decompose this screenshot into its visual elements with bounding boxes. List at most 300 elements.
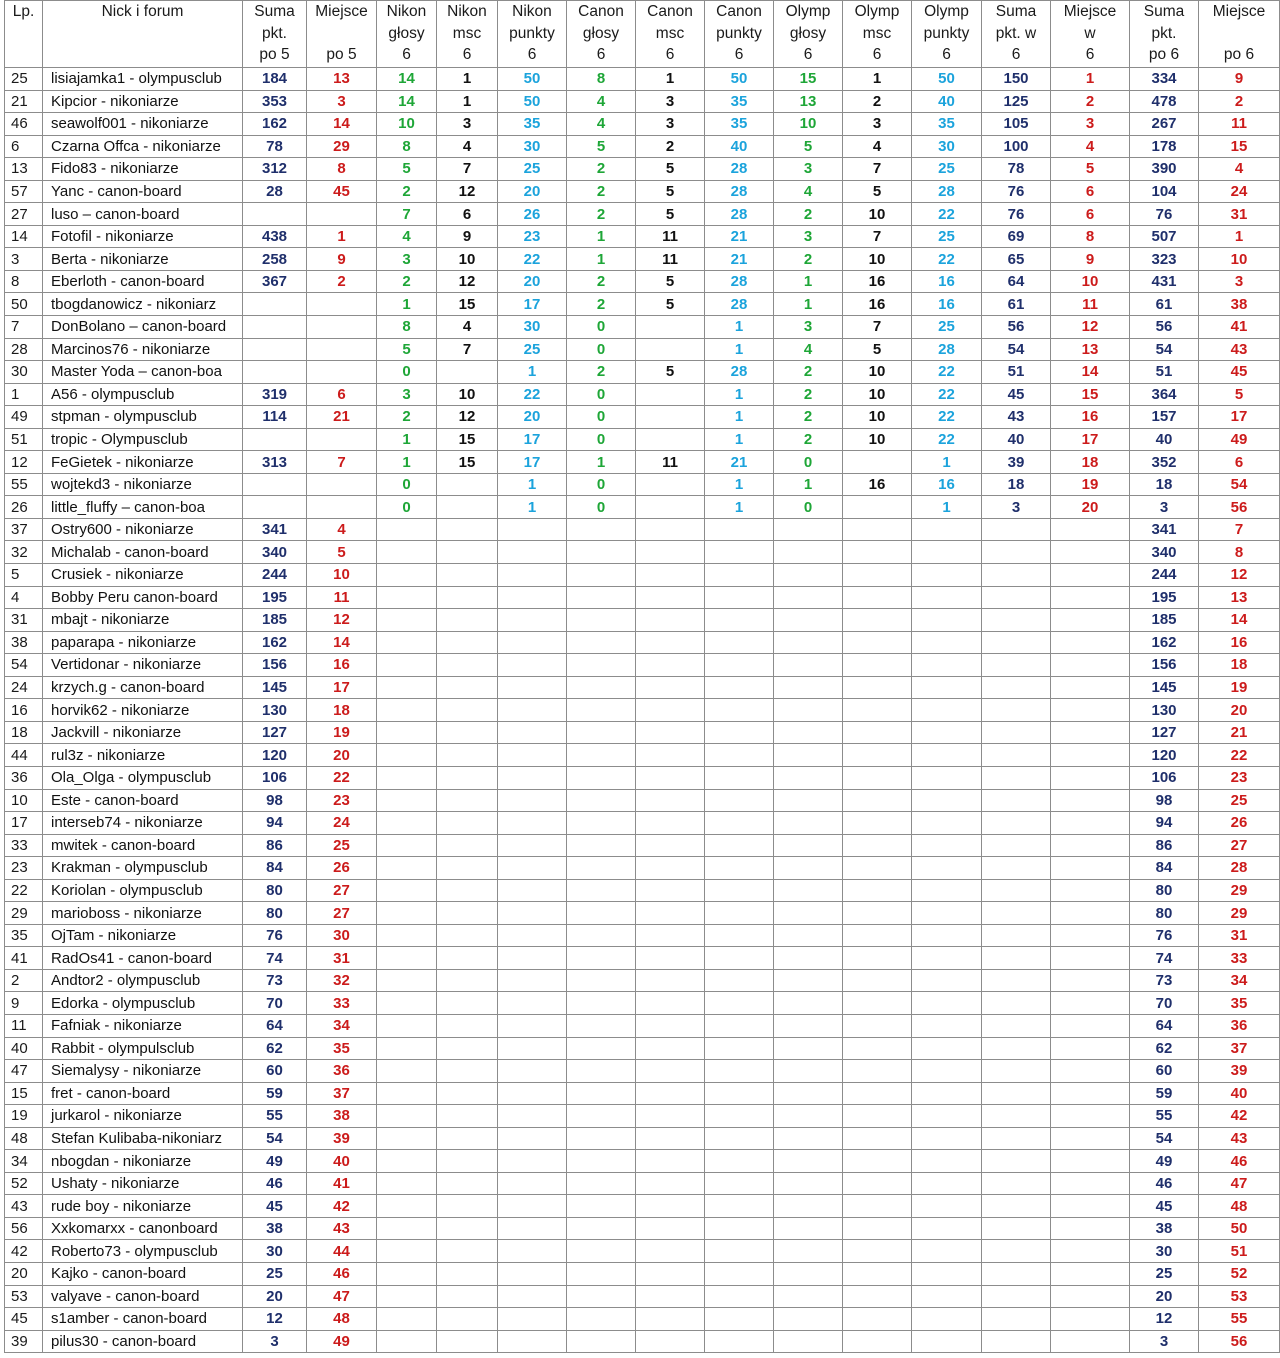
cell-lp: 51 <box>5 428 43 451</box>
cell-nick: Este - canon-board <box>43 789 243 812</box>
cell-lp: 2 <box>5 969 43 992</box>
cell-lp: 35 <box>5 924 43 947</box>
cell-olymp-punkty <box>912 1217 982 1240</box>
cell-nikon-glosy <box>377 744 437 767</box>
cell-canon-punkty <box>705 654 774 677</box>
cell-olymp-msc <box>843 1037 912 1060</box>
cell-nikon-punkty <box>498 879 567 902</box>
table-row <box>5 406 1280 429</box>
cell-miejsce-po5: 48 <box>307 1308 377 1331</box>
cell-canon-punkty: 35 <box>705 113 774 136</box>
cell-olymp-punkty: 22 <box>912 383 982 406</box>
cell-miejsce-w6: 6 <box>1051 180 1130 203</box>
cell-suma-po5: 20 <box>243 1285 307 1308</box>
cell-lp: 46 <box>5 113 43 136</box>
cell-nikon-msc <box>437 812 498 835</box>
cell-lp: 31 <box>5 609 43 632</box>
cell-miejsce-po6: 45 <box>1199 361 1280 384</box>
cell-olymp-glosy: 3 <box>774 158 843 181</box>
cell-suma-w6 <box>982 518 1051 541</box>
cell-lp: 10 <box>5 789 43 812</box>
cell-nikon-punkty <box>498 721 567 744</box>
cell-nikon-glosy <box>377 1014 437 1037</box>
cell-canon-punkty <box>705 1127 774 1150</box>
cell-canon-punkty <box>705 1217 774 1240</box>
cell-nikon-glosy: 1 <box>377 451 437 474</box>
cell-suma-po5: 70 <box>243 992 307 1015</box>
cell-canon-msc <box>636 316 705 339</box>
cell-miejsce-po6: 29 <box>1199 902 1280 925</box>
cell-miejsce-w6: 17 <box>1051 428 1130 451</box>
cell-miejsce-po6: 34 <box>1199 969 1280 992</box>
cell-canon-glosy <box>567 1195 636 1218</box>
cell-nick: Yanc - canon-board <box>43 180 243 203</box>
cell-miejsce-po5: 40 <box>307 1150 377 1173</box>
cell-miejsce-po5: 17 <box>307 676 377 699</box>
cell-olymp-punkty: 1 <box>912 496 982 519</box>
cell-miejsce-po6: 18 <box>1199 654 1280 677</box>
col-header-suma-po6: Suma pkt. po 6 <box>1130 1 1199 68</box>
cell-suma-w6: 61 <box>982 293 1051 316</box>
cell-olymp-msc <box>843 1082 912 1105</box>
cell-olymp-msc: 5 <box>843 180 912 203</box>
cell-miejsce-po6: 39 <box>1199 1060 1280 1083</box>
cell-olymp-punkty <box>912 789 982 812</box>
cell-nikon-msc: 10 <box>437 383 498 406</box>
cell-canon-glosy <box>567 1262 636 1285</box>
cell-canon-glosy: 1 <box>567 225 636 248</box>
cell-canon-punkty <box>705 1330 774 1353</box>
cell-canon-msc <box>636 969 705 992</box>
cell-miejsce-po6: 31 <box>1199 924 1280 947</box>
cell-olymp-msc <box>843 812 912 835</box>
cell-olymp-msc: 7 <box>843 316 912 339</box>
cell-canon-punkty <box>705 1037 774 1060</box>
cell-olymp-glosy: 4 <box>774 338 843 361</box>
cell-miejsce-po6: 46 <box>1199 1150 1280 1173</box>
cell-miejsce-w6 <box>1051 992 1130 1015</box>
cell-olymp-glosy <box>774 1127 843 1150</box>
cell-nikon-msc <box>437 654 498 677</box>
cell-nikon-punkty: 25 <box>498 158 567 181</box>
cell-suma-w6: 150 <box>982 68 1051 91</box>
cell-olymp-glosy <box>774 676 843 699</box>
cell-olymp-glosy <box>774 1240 843 1263</box>
col-header-nikon-punkty: Nikon punkty 6 <box>498 1 567 68</box>
cell-olymp-glosy <box>774 1037 843 1060</box>
cell-nikon-punkty <box>498 744 567 767</box>
cell-canon-msc <box>636 1308 705 1331</box>
cell-nikon-punkty <box>498 1150 567 1173</box>
cell-olymp-msc <box>843 1195 912 1218</box>
cell-suma-w6 <box>982 1037 1051 1060</box>
table-row <box>5 1262 1280 1285</box>
cell-canon-punkty: 1 <box>705 496 774 519</box>
cell-suma-w6: 56 <box>982 316 1051 339</box>
col-header-lp: Lp. <box>5 1 43 68</box>
cell-canon-punkty <box>705 609 774 632</box>
cell-lp: 37 <box>5 518 43 541</box>
cell-suma-po6: 74 <box>1130 947 1199 970</box>
cell-canon-punkty: 1 <box>705 428 774 451</box>
cell-canon-punkty <box>705 564 774 587</box>
cell-miejsce-w6: 12 <box>1051 316 1130 339</box>
cell-canon-msc <box>636 654 705 677</box>
col-header-miejsce-po5: Miejsce po 5 <box>307 1 377 68</box>
table-row <box>5 992 1280 1015</box>
cell-miejsce-po6: 49 <box>1199 428 1280 451</box>
cell-olymp-punkty: 25 <box>912 316 982 339</box>
cell-nikon-glosy <box>377 924 437 947</box>
cell-olymp-msc: 10 <box>843 248 912 271</box>
cell-canon-punkty: 35 <box>705 90 774 113</box>
cell-canon-msc <box>636 1150 705 1173</box>
cell-canon-punkty: 28 <box>705 180 774 203</box>
cell-miejsce-po6: 51 <box>1199 1240 1280 1263</box>
cell-nick: Ola_Olga - olympusclub <box>43 766 243 789</box>
cell-canon-msc <box>636 812 705 835</box>
cell-suma-w6 <box>982 947 1051 970</box>
cell-nikon-msc: 7 <box>437 158 498 181</box>
cell-nikon-msc: 12 <box>437 180 498 203</box>
cell-nick: Krakman - olympusclub <box>43 857 243 880</box>
cell-olymp-msc <box>843 699 912 722</box>
cell-nikon-punkty <box>498 564 567 587</box>
cell-lp: 39 <box>5 1330 43 1353</box>
cell-olymp-punkty <box>912 654 982 677</box>
cell-suma-po6: 84 <box>1130 857 1199 880</box>
cell-suma-po5: 106 <box>243 766 307 789</box>
cell-miejsce-w6: 16 <box>1051 406 1130 429</box>
cell-suma-w6: 78 <box>982 158 1051 181</box>
cell-olymp-punkty <box>912 541 982 564</box>
cell-canon-glosy: 0 <box>567 473 636 496</box>
cell-miejsce-po6: 11 <box>1199 113 1280 136</box>
cell-canon-punkty: 1 <box>705 316 774 339</box>
table-row <box>5 879 1280 902</box>
cell-suma-w6 <box>982 1105 1051 1128</box>
cell-nikon-punkty: 22 <box>498 383 567 406</box>
cell-olymp-punkty <box>912 631 982 654</box>
cell-suma-po6: 157 <box>1130 406 1199 429</box>
cell-olymp-glosy: 4 <box>774 180 843 203</box>
cell-nikon-glosy: 0 <box>377 473 437 496</box>
table-row <box>5 1105 1280 1128</box>
cell-olymp-msc: 16 <box>843 473 912 496</box>
cell-miejsce-po5: 16 <box>307 654 377 677</box>
cell-nikon-msc: 1 <box>437 68 498 91</box>
cell-suma-w6 <box>982 969 1051 992</box>
cell-suma-po5: 319 <box>243 383 307 406</box>
cell-nikon-msc <box>437 1330 498 1353</box>
cell-canon-punkty <box>705 744 774 767</box>
table-row <box>5 789 1280 812</box>
cell-suma-w6: 69 <box>982 225 1051 248</box>
cell-miejsce-w6 <box>1051 744 1130 767</box>
cell-olymp-glosy <box>774 1262 843 1285</box>
cell-olymp-punkty: 16 <box>912 270 982 293</box>
cell-suma-w6 <box>982 654 1051 677</box>
cell-olymp-glosy <box>774 699 843 722</box>
table-row <box>5 180 1280 203</box>
cell-suma-w6 <box>982 609 1051 632</box>
cell-olymp-glosy <box>774 766 843 789</box>
cell-nikon-msc <box>437 586 498 609</box>
cell-suma-po6: 352 <box>1130 451 1199 474</box>
cell-nikon-glosy <box>377 1172 437 1195</box>
cell-canon-msc <box>636 924 705 947</box>
cell-olymp-glosy <box>774 1150 843 1173</box>
cell-nikon-punkty <box>498 1217 567 1240</box>
cell-olymp-msc <box>843 789 912 812</box>
cell-suma-po6: 3 <box>1130 1330 1199 1353</box>
cell-miejsce-po6: 25 <box>1199 789 1280 812</box>
cell-lp: 45 <box>5 1308 43 1331</box>
cell-canon-msc <box>636 1262 705 1285</box>
cell-nikon-glosy: 0 <box>377 496 437 519</box>
cell-suma-po5: 162 <box>243 631 307 654</box>
cell-suma-w6 <box>982 1127 1051 1150</box>
table-row <box>5 812 1280 835</box>
cell-miejsce-w6 <box>1051 1037 1130 1060</box>
table-row <box>5 203 1280 226</box>
cell-suma-po6: 390 <box>1130 158 1199 181</box>
cell-canon-punkty <box>705 1172 774 1195</box>
cell-lp: 56 <box>5 1217 43 1240</box>
cell-nick: Eberloth - canon-board <box>43 270 243 293</box>
cell-nikon-glosy: 7 <box>377 203 437 226</box>
cell-nikon-punkty <box>498 1240 567 1263</box>
cell-suma-po6: 62 <box>1130 1037 1199 1060</box>
cell-lp: 52 <box>5 1172 43 1195</box>
cell-canon-glosy <box>567 631 636 654</box>
cell-miejsce-w6 <box>1051 924 1130 947</box>
cell-nikon-punkty <box>498 1127 567 1150</box>
cell-canon-glosy: 1 <box>567 248 636 271</box>
cell-canon-punkty <box>705 699 774 722</box>
cell-miejsce-w6 <box>1051 1060 1130 1083</box>
cell-canon-punkty: 40 <box>705 135 774 158</box>
cell-olymp-msc <box>843 541 912 564</box>
cell-canon-msc <box>636 744 705 767</box>
cell-canon-punkty <box>705 1060 774 1083</box>
cell-canon-glosy <box>567 924 636 947</box>
cell-miejsce-po5: 41 <box>307 1172 377 1195</box>
cell-nick: Crusiek - nikoniarze <box>43 564 243 587</box>
cell-nick: Rabbit - olympulsclub <box>43 1037 243 1060</box>
cell-lp: 49 <box>5 406 43 429</box>
cell-lp: 38 <box>5 631 43 654</box>
cell-miejsce-w6 <box>1051 947 1130 970</box>
cell-canon-punkty <box>705 676 774 699</box>
cell-miejsce-w6: 13 <box>1051 338 1130 361</box>
cell-canon-msc <box>636 1105 705 1128</box>
cell-lp: 54 <box>5 654 43 677</box>
cell-miejsce-po5: 19 <box>307 721 377 744</box>
cell-nikon-glosy: 10 <box>377 113 437 136</box>
cell-nikon-msc <box>437 947 498 970</box>
cell-miejsce-po5: 8 <box>307 158 377 181</box>
cell-nikon-punkty <box>498 992 567 1015</box>
cell-canon-punkty <box>705 924 774 947</box>
cell-canon-punkty <box>705 518 774 541</box>
cell-canon-msc <box>636 1172 705 1195</box>
cell-suma-po6: 145 <box>1130 676 1199 699</box>
cell-nikon-punkty <box>498 947 567 970</box>
cell-suma-w6: 45 <box>982 383 1051 406</box>
cell-nikon-punkty <box>498 631 567 654</box>
cell-nick: FeGietek - nikoniarze <box>43 451 243 474</box>
cell-suma-w6: 76 <box>982 203 1051 226</box>
cell-suma-po5: 73 <box>243 969 307 992</box>
cell-canon-msc: 5 <box>636 158 705 181</box>
header-row <box>5 1 1280 68</box>
cell-miejsce-po5: 36 <box>307 1060 377 1083</box>
cell-canon-msc <box>636 541 705 564</box>
cell-olymp-glosy <box>774 834 843 857</box>
cell-canon-msc: 3 <box>636 113 705 136</box>
cell-canon-glosy <box>567 789 636 812</box>
cell-miejsce-po6: 35 <box>1199 992 1280 1015</box>
cell-canon-msc: 11 <box>636 248 705 271</box>
col-header-miejsce-po6: Miejsce po 6 <box>1199 1 1280 68</box>
cell-nikon-glosy: 1 <box>377 293 437 316</box>
cell-canon-msc <box>636 1037 705 1060</box>
cell-canon-msc <box>636 473 705 496</box>
cell-miejsce-w6 <box>1051 541 1130 564</box>
cell-nick: Jackvill - nikoniarze <box>43 721 243 744</box>
cell-nikon-punkty: 20 <box>498 270 567 293</box>
cell-lp: 50 <box>5 293 43 316</box>
cell-canon-msc <box>636 1082 705 1105</box>
cell-miejsce-po6: 52 <box>1199 1262 1280 1285</box>
cell-olymp-punkty <box>912 834 982 857</box>
cell-nikon-msc <box>437 1060 498 1083</box>
table-row <box>5 1037 1280 1060</box>
cell-canon-msc: 2 <box>636 135 705 158</box>
table-row <box>5 451 1280 474</box>
cell-canon-msc <box>636 834 705 857</box>
cell-canon-glosy <box>567 1217 636 1240</box>
cell-miejsce-w6 <box>1051 1240 1130 1263</box>
cell-olymp-punkty <box>912 1127 982 1150</box>
cell-canon-punkty <box>705 992 774 1015</box>
col-header-nikon-msc: Nikon msc 6 <box>437 1 498 68</box>
cell-suma-po6: 51 <box>1130 361 1199 384</box>
cell-canon-glosy <box>567 766 636 789</box>
cell-miejsce-po5: 11 <box>307 586 377 609</box>
cell-olymp-msc <box>843 609 912 632</box>
cell-canon-glosy: 2 <box>567 270 636 293</box>
cell-suma-po6: 46 <box>1130 1172 1199 1195</box>
cell-miejsce-w6: 3 <box>1051 113 1130 136</box>
table-row <box>5 1127 1280 1150</box>
cell-olymp-punkty: 28 <box>912 338 982 361</box>
cell-suma-po5: 145 <box>243 676 307 699</box>
cell-olymp-msc <box>843 1330 912 1353</box>
cell-nikon-punkty <box>498 902 567 925</box>
cell-suma-po5: 258 <box>243 248 307 271</box>
cell-miejsce-po5: 37 <box>307 1082 377 1105</box>
cell-lp: 44 <box>5 744 43 767</box>
cell-nikon-punkty <box>498 1014 567 1037</box>
cell-canon-msc <box>636 902 705 925</box>
cell-canon-msc <box>636 1285 705 1308</box>
cell-suma-po5: 30 <box>243 1240 307 1263</box>
cell-miejsce-w6 <box>1051 1195 1130 1218</box>
cell-olymp-msc: 10 <box>843 406 912 429</box>
cell-suma-w6: 100 <box>982 135 1051 158</box>
cell-nikon-glosy: 0 <box>377 361 437 384</box>
cell-olymp-msc <box>843 1014 912 1037</box>
cell-olymp-punkty: 22 <box>912 406 982 429</box>
cell-olymp-msc <box>843 1150 912 1173</box>
cell-lp: 22 <box>5 879 43 902</box>
cell-miejsce-w6: 9 <box>1051 248 1130 271</box>
cell-canon-glosy <box>567 609 636 632</box>
cell-olymp-punkty <box>912 812 982 835</box>
cell-canon-glosy: 0 <box>567 316 636 339</box>
cell-nick: Michalab - canon-board <box>43 541 243 564</box>
cell-suma-po5: 313 <box>243 451 307 474</box>
cell-suma-w6 <box>982 992 1051 1015</box>
cell-miejsce-w6 <box>1051 1150 1130 1173</box>
cell-suma-po5: 185 <box>243 609 307 632</box>
cell-olymp-punkty <box>912 1240 982 1263</box>
cell-nikon-glosy <box>377 1082 437 1105</box>
cell-nikon-msc <box>437 1195 498 1218</box>
cell-nikon-msc <box>437 1127 498 1150</box>
cell-suma-po5: 38 <box>243 1217 307 1240</box>
cell-nikon-punkty <box>498 834 567 857</box>
table-row <box>5 969 1280 992</box>
cell-suma-po6: 106 <box>1130 766 1199 789</box>
cell-miejsce-po5: 44 <box>307 1240 377 1263</box>
cell-miejsce-w6 <box>1051 902 1130 925</box>
cell-miejsce-w6: 6 <box>1051 203 1130 226</box>
cell-lp: 14 <box>5 225 43 248</box>
cell-miejsce-po5: 27 <box>307 902 377 925</box>
cell-suma-po5: 86 <box>243 834 307 857</box>
cell-suma-w6 <box>982 924 1051 947</box>
cell-suma-po5 <box>243 496 307 519</box>
cell-suma-po6: 185 <box>1130 609 1199 632</box>
cell-miejsce-w6: 18 <box>1051 451 1130 474</box>
cell-suma-po6: 267 <box>1130 113 1199 136</box>
cell-canon-glosy: 0 <box>567 406 636 429</box>
cell-nikon-punkty <box>498 586 567 609</box>
table-row <box>5 473 1280 496</box>
cell-miejsce-po5 <box>307 428 377 451</box>
table-row <box>5 902 1280 925</box>
cell-suma-po6: 18 <box>1130 473 1199 496</box>
cell-olymp-glosy: 2 <box>774 406 843 429</box>
cell-miejsce-w6 <box>1051 857 1130 880</box>
cell-miejsce-w6 <box>1051 721 1130 744</box>
cell-nick: Fafniak - nikoniarze <box>43 1014 243 1037</box>
cell-canon-punkty <box>705 541 774 564</box>
cell-canon-msc: 5 <box>636 361 705 384</box>
cell-nikon-msc <box>437 496 498 519</box>
cell-canon-punkty: 21 <box>705 451 774 474</box>
cell-miejsce-w6 <box>1051 834 1130 857</box>
cell-olymp-msc: 10 <box>843 203 912 226</box>
cell-nikon-glosy: 3 <box>377 248 437 271</box>
cell-canon-glosy: 0 <box>567 428 636 451</box>
cell-suma-po6: 130 <box>1130 699 1199 722</box>
cell-nikon-punkty: 17 <box>498 293 567 316</box>
cell-nikon-punkty: 30 <box>498 316 567 339</box>
